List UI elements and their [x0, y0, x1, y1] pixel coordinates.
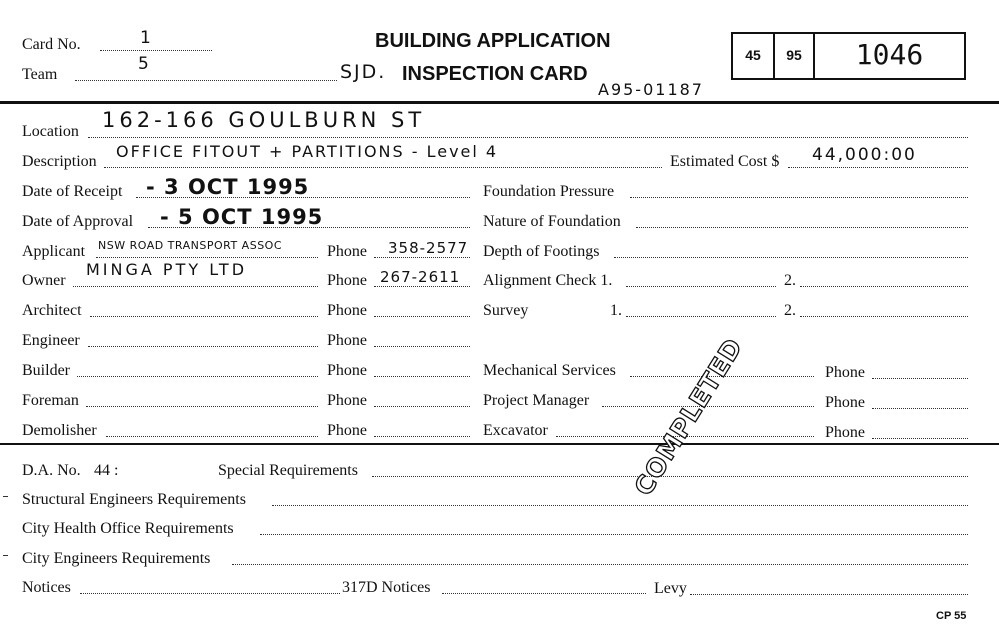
- margin-mark: [3, 496, 8, 497]
- header-rule: [0, 101, 999, 104]
- location-value[interactable]: 162-166 GOULBURN ST: [102, 108, 426, 132]
- foundation-pressure-line: [630, 197, 968, 198]
- survey-2-label: 2.: [784, 302, 796, 319]
- owner-phone-label: Phone: [327, 272, 367, 289]
- demolisher-phone-label: Phone: [327, 422, 367, 439]
- card-number: 1046: [855, 38, 924, 71]
- alignment-check-line-2: [800, 286, 968, 287]
- demolisher-phone-line: [374, 436, 470, 437]
- structural-engineers-line: [272, 505, 968, 506]
- demolisher-label: Demolisher: [22, 422, 97, 439]
- engineer-label: Engineer: [22, 332, 80, 349]
- team-label: Team: [22, 66, 58, 83]
- description-line: [104, 167, 662, 168]
- nature-of-foundation-label: Nature of Foundation: [483, 213, 621, 230]
- architect-phone-line: [374, 316, 470, 317]
- mechanical-services-label: Mechanical Services: [483, 362, 616, 379]
- foreman-phone-label: Phone: [327, 392, 367, 409]
- notices-317d-label: 317D Notices: [342, 579, 431, 596]
- date-of-receipt-label: Date of Receipt: [22, 183, 123, 200]
- city-engineers-line: [232, 564, 968, 565]
- foreman-label: Foreman: [22, 392, 79, 409]
- estimated-cost-line: [788, 167, 968, 168]
- builder-label: Builder: [22, 362, 70, 379]
- mechanical-services-phone-line: [872, 378, 968, 379]
- engineer-phone-label: Phone: [327, 332, 367, 349]
- estimated-cost-label: Estimated Cost $: [670, 153, 780, 170]
- box-code-1: 45: [745, 47, 761, 63]
- da-no-label: D.A. No.: [22, 462, 81, 479]
- notices-line: [80, 593, 340, 594]
- special-requirements-label: Special Requirements: [218, 462, 358, 479]
- form-subtitle: INSPECTION CARD: [402, 63, 588, 85]
- team-note: SJD.: [340, 61, 387, 83]
- card-number-box: [731, 32, 966, 80]
- project-manager-label: Project Manager: [483, 392, 590, 409]
- margin-mark: [3, 555, 8, 556]
- project-manager-phone-label: Phone: [825, 394, 865, 411]
- date-of-approval-label: Date of Approval: [22, 213, 134, 230]
- notices-label: Notices: [22, 579, 71, 596]
- date-of-approval-value[interactable]: - 5 OCT 1995: [160, 205, 324, 229]
- foreman-line: [86, 406, 318, 407]
- applicant-value[interactable]: NSW ROAD TRANSPORT ASSOC: [98, 239, 283, 252]
- demolisher-line: [106, 436, 318, 437]
- form-title: BUILDING APPLICATION: [375, 30, 611, 52]
- structural-engineers-label: Structural Engineers Requirements: [22, 491, 246, 508]
- alignment-check-label: Alignment Check 1.: [483, 272, 613, 289]
- levy-label: Levy: [654, 580, 687, 597]
- levy-line: [690, 594, 968, 595]
- survey-1-label: 1.: [610, 302, 622, 319]
- city-health-line: [260, 534, 968, 535]
- engineer-phone-line: [374, 346, 470, 347]
- foundation-pressure-label: Foundation Pressure: [483, 183, 615, 200]
- box-code-2: 95: [786, 47, 802, 63]
- engineer-line: [88, 346, 318, 347]
- depth-of-footings-line: [614, 257, 968, 258]
- builder-phone-line: [374, 376, 470, 377]
- card-no-label: Card No.: [22, 36, 81, 53]
- applicant-line: [96, 257, 318, 258]
- da-no-value: 44 :: [94, 462, 119, 479]
- card-no-value[interactable]: 1: [140, 28, 153, 48]
- description-value[interactable]: OFFICE FITOUT + PARTITIONS - Level 4: [116, 142, 499, 161]
- builder-line: [77, 376, 318, 377]
- nature-of-foundation-line: [636, 227, 968, 228]
- applicant-phone-label: Phone: [327, 243, 367, 260]
- section-rule: [0, 443, 999, 445]
- survey-line-1: [626, 316, 776, 317]
- architect-line: [90, 316, 318, 317]
- excavator-phone-label: Phone: [825, 424, 865, 441]
- survey-label: Survey: [483, 302, 529, 319]
- team-line: [75, 80, 337, 81]
- foreman-phone-line: [374, 406, 470, 407]
- architect-label: Architect: [22, 302, 82, 319]
- date-of-receipt-value[interactable]: - 3 OCT 1995: [146, 175, 310, 199]
- description-label: Description: [22, 153, 97, 170]
- city-engineers-label: City Engineers Requirements: [22, 550, 211, 567]
- survey-line-2: [800, 316, 968, 317]
- estimated-cost-value[interactable]: 44,000:00: [812, 145, 917, 165]
- mechanical-services-phone-label: Phone: [825, 364, 865, 381]
- alignment-check-line-1: [626, 286, 776, 287]
- notices-317d-line: [442, 593, 646, 594]
- form-code: CP 55: [936, 610, 967, 622]
- team-value[interactable]: 5: [138, 54, 151, 74]
- excavator-phone-line: [872, 438, 968, 439]
- architect-phone-label: Phone: [327, 302, 367, 319]
- owner-phone-value[interactable]: 267-2611: [380, 268, 461, 286]
- depth-of-footings-label: Depth of Footings: [483, 243, 600, 260]
- owner-label: Owner: [22, 272, 66, 289]
- project-manager-phone-line: [872, 408, 968, 409]
- completed-stamp: COMPLETED: [628, 332, 749, 501]
- city-health-label: City Health Office Requirements: [22, 520, 234, 537]
- card-no-line: [100, 50, 212, 51]
- owner-line: [73, 286, 318, 287]
- builder-phone-label: Phone: [327, 362, 367, 379]
- applicant-phone-value[interactable]: 358-2577: [388, 239, 469, 257]
- alignment-check-2-label: 2.: [784, 272, 796, 289]
- location-label: Location: [22, 123, 79, 140]
- applicant-label: Applicant: [22, 243, 86, 260]
- file-reference: A95-01187: [598, 80, 704, 99]
- owner-value[interactable]: MINGA PTY LTD: [86, 260, 248, 279]
- excavator-label: Excavator: [483, 422, 548, 439]
- location-line: [88, 137, 968, 138]
